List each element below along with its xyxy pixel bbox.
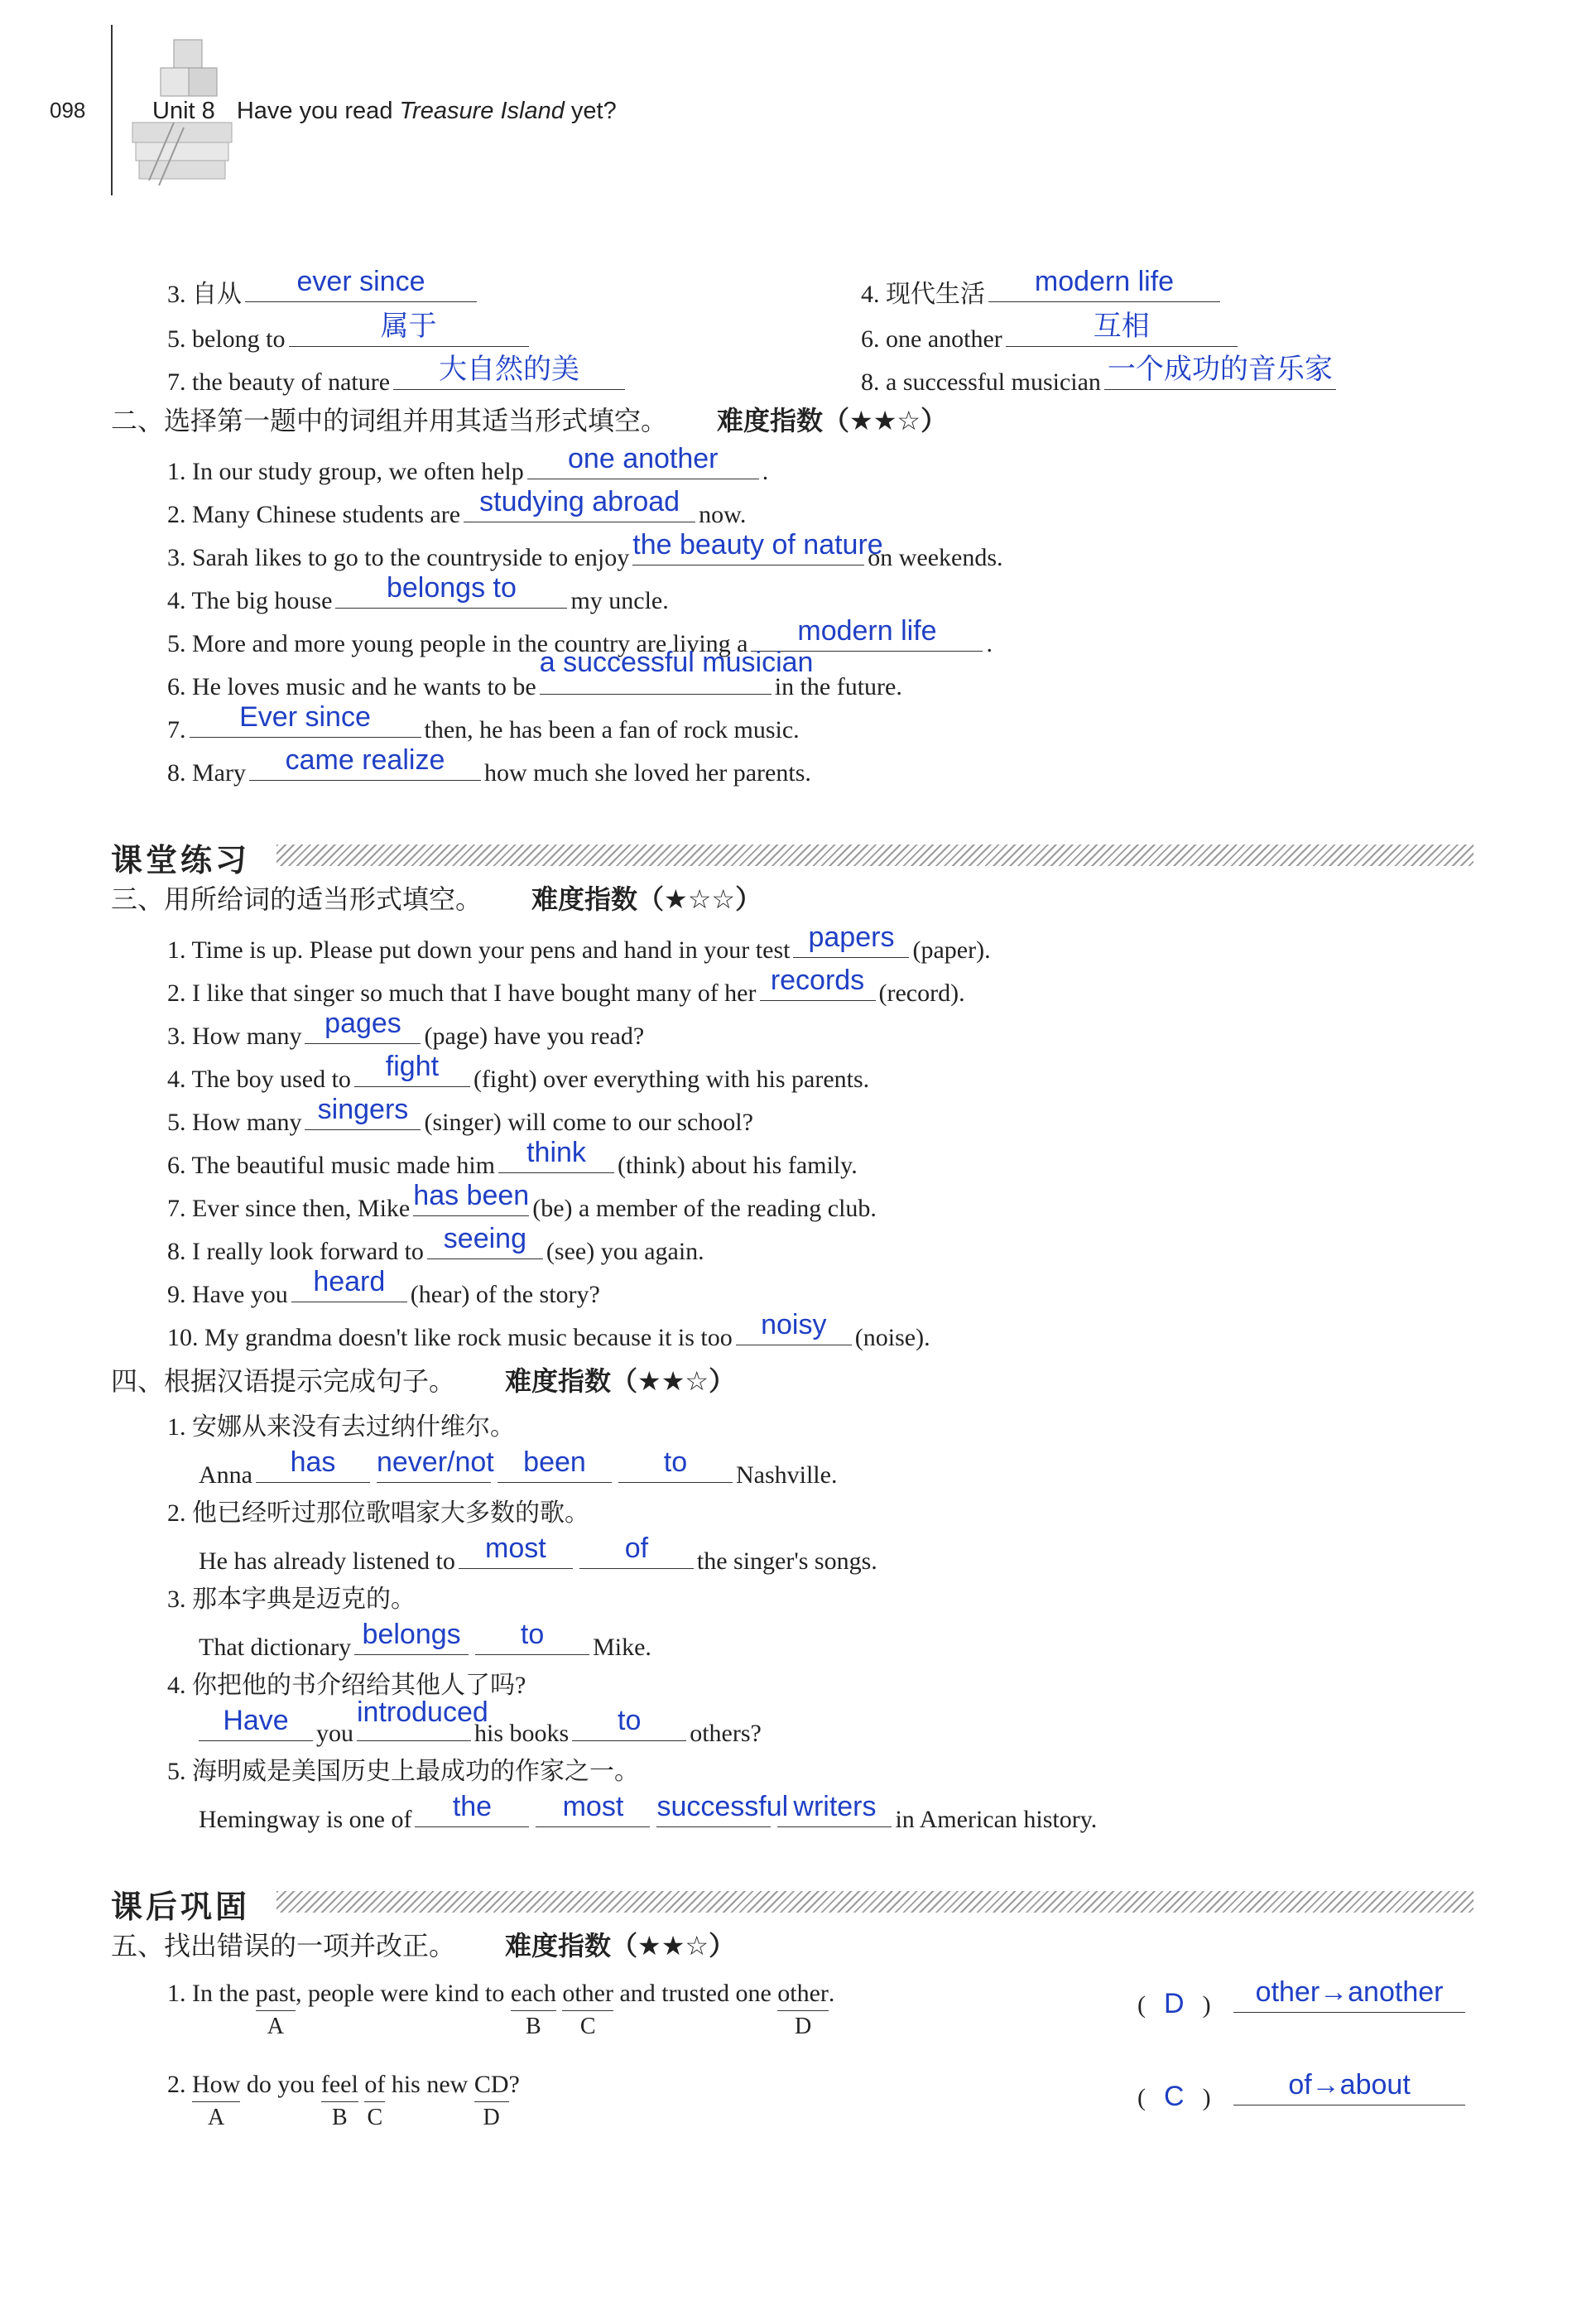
s4-q4-en: Have you introduced his books to others? [199,1712,762,1750]
class-practice-heading: 课堂练习 [111,842,251,878]
s4-q3-en: That dictionary belongs to Mike. [199,1619,651,1661]
s4-q1-cn: 1. 安娜从来没有去过纳什维尔。 [167,1413,515,1441]
p1-item-8: 8. a successful musician 一个成功的音乐家 [861,361,1339,399]
s3-q1: 1. Time is up. Please put down your pens and hand in your test papers (paper). [167,922,991,964]
unit-label: Unit 8 [152,98,215,124]
s3-q4: 4. The boy used to fight (fight) over everything with his parents. [167,1051,870,1093]
s4-q3-cn: 3. 那本字典是迈克的。 [167,1586,416,1613]
s5-q2-answer: ( C ) of→about [1137,2077,1469,2115]
s3-q6: 6. The beautiful music made him think (think) about his family. [167,1137,858,1179]
s3-q9: 9. Have you heard (hear) of the story? [167,1266,600,1308]
title-pre: Have you read [236,98,400,124]
s3-q5: 5. How many singers (singer) will come to our school? [167,1094,753,1136]
s3-q3: 3. How many pages (page) have you read? [167,1008,645,1050]
s4-q2-en: He has already listened to most of the singer's songs. [199,1533,877,1575]
p1-item-3: 3. 自从 ever since [167,273,480,311]
s3-q2: 2. I like that singer so much that I have bought many of her records (record). [167,965,965,1007]
section3-title: 三、用所给词的适当形式填空。 难度指数（★☆☆） [111,883,762,915]
s4-q1-en: Anna has never/not been to Nashville. [199,1446,838,1489]
section4-title: 四、根据汉语提示完成句子。 难度指数（★★☆） [111,1365,736,1397]
s5-q2: 2. How A do you feel B of C his new CD D ? [167,2068,520,2102]
p1-item-5: 5. belong to 属于 [167,318,532,356]
after-class-heading: 课后巩固 [111,1889,251,1925]
s2-q4: 4. The big house belongs to my uncle. [167,572,669,614]
after-class-hatch [276,1891,1473,1913]
unit-title [152,98,617,125]
section5-title: 五、找出错误的一项并改正。 难度指数（★★☆） [111,1930,736,1961]
s4-q5-cn: 5. 海明威是美国历史上最成功的作家之一。 [167,1758,639,1785]
title-italic: Treasure Island [399,98,565,124]
p1-item-6: 6. one another 互相 [861,318,1241,356]
s2-q7: 7. Ever since then, he has been a fan of rock music. [167,701,800,744]
s3-q10: 10. My grandma doesn't like rock music because it is too noisy (noise). [167,1309,930,1351]
p1-item-7: 7. the beauty of nature 大自然的美 [167,361,628,399]
section2-title: 二、选择第一题中的词组并用其适当形式填空。 难度指数（★★☆） [111,405,948,436]
header-rule [111,25,113,195]
s5-q1-answer: ( D ) other→another [1137,1984,1469,2022]
s2-q3: 3. Sarah likes to go to the countryside to enjoy the beauty of nature on weekends. [167,529,1003,571]
s3-q7: 7. Ever since then, Mike has been (be) a member of the reading club. [167,1180,877,1222]
s2-q2: 2. Many Chinese students are studying abroad now. [167,486,747,528]
s2-q6: 6. He loves music and he wants to be a successful musician in the future. [167,647,902,700]
p1-item-4: 4. 现代生活 modern life [861,273,1223,311]
s4-q4-cn: 4. 你把他的书介绍给其他人了吗? [167,1672,526,1699]
s2-q8: 8. Mary came realize how much she loved her parents. [167,744,811,787]
s2-q5: 5. More and more young people in the country are living a modern life . [167,615,993,657]
s4-q2-cn: 2. 他已经听过那位歌唱家大多数的歌。 [167,1499,589,1527]
class-practice-hatch [276,845,1473,866]
s2-q1: 1. In our study group, we often help one another . [167,443,769,485]
s3-q8: 8. I really look forward to seeing (see) you again. [167,1223,704,1265]
title-post: yet? [564,98,617,124]
s4-q5-en: Hemingway is one of the most successful writers in American history. [199,1791,1098,1833]
s5-q1: 1. In the past A , people were kind to each B other C and trusted one other D . [167,1977,834,2011]
page-number: 098 [50,98,86,123]
